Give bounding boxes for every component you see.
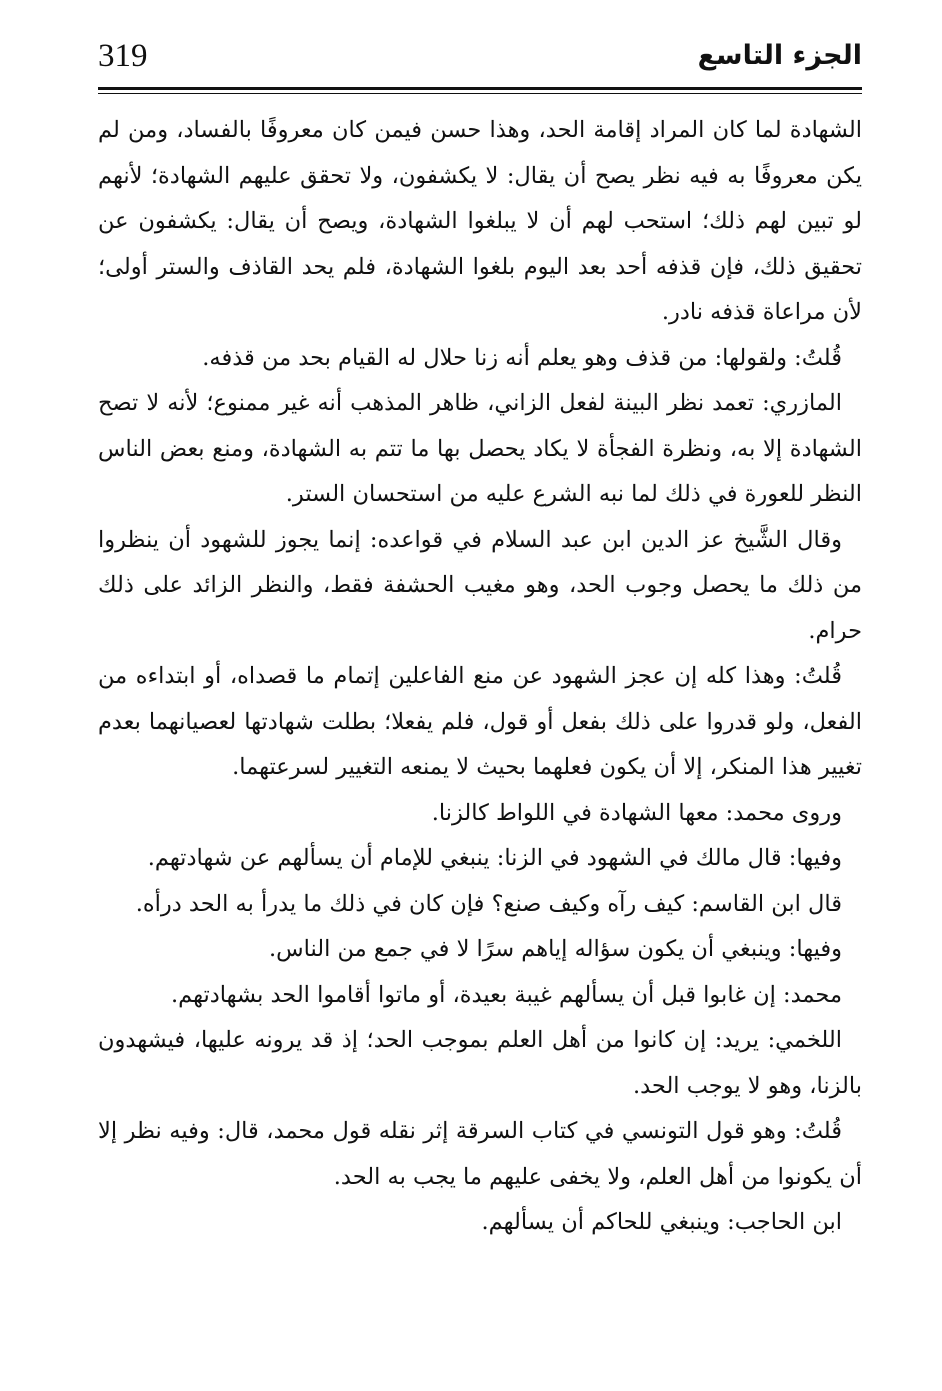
running-title: الجزء التاسع <box>697 40 862 71</box>
page-number: 319 <box>98 38 148 74</box>
paragraph: قال ابن القاسم: كيف رآه وكيف صنع؟ فإن كان في ذلك ما يدرأ به الحد درأه. <box>135 890 842 917</box>
page-header <box>98 28 862 88</box>
paragraph: ابن الحاجب: وينبغي للحاكم أن يسألهم. <box>481 1209 842 1235</box>
paragraph: المازري: تعمد نظر البينة لفعل الزاني، ظاهر المذهب أنه غير ممنوع؛ لأنه لا تصح الشهادة إلا به، ونظرة الفجأة لا يكاد يحصل بها ما تتم به الشهادة، ومنع بعض الناس النظر للعورة في ذلك لما نبه الشرع عليه من استحسان الستر. <box>98 390 862 507</box>
header-rule-thick <box>98 87 862 90</box>
paragraph: قُلتُ: وهذا كله إن عجز الشهود عن منع الفاعلين إتمام ما قصداه، أو ابتداءه من الفعل، ولو قدروا على ذلك بفعل أو قول، فلم يفعلا؛ بطلت شهادتها لعصيانهما بعدم تغيير هذا المنكر، إلا أن يكون فعلهما بحيث لا يمنعه التغيير لسرعتهما. <box>98 663 862 780</box>
header-rule-thin <box>98 93 862 94</box>
paragraph: وفيها: وينبغي أن يكون سؤاله إياهم سرًا لا في جمع من الناس. <box>269 936 842 962</box>
paragraph: الشهادة لما كان المراد إقامة الحد، وهذا حسن فيمن كان معروفًا بالفساد، ومن لم يكن معروفًا به فيه نظر يصح أن يقال: لا يكشفون، ولا تحقق عليهم الشهادة؛ لأنهم لو تبين لهم ذلك؛ استحب لهم أن لا يبلغوا الشهادة، ويصح أن يقال: يكشفون عن تحقيق ذلك، فإن قذفه أحد بعد اليوم بلغوا الشهادة، فلم يحد القاذف والستر أولى؛ لأن مراعاة قذفه نادر. <box>98 117 862 325</box>
body-text <box>98 108 862 1246</box>
paragraph: وفيها: قال مالك في الشهود في الزنا: ينبغي للإمام أن يسألهم عن شهادتهم. <box>147 845 842 871</box>
paragraph: قُلتُ: وهو قول التونسي في كتاب السرقة إثر نقله قول محمد، قال: وفيه نظر إلا أن يكونوا من أهل العلم، ولا يخفى عليهم ما يجب به الحد. <box>98 1118 862 1190</box>
paragraph: وقال الشَّيخ عز الدين ابن عبد السلام في قواعده: إنما يجوز للشهود أن ينظروا من ذلك ما يحصل وجوب الحد، وهو مغيب الحشفة فقط، والنظر الزائد على ذلك حرام. <box>98 526 862 644</box>
paragraph: اللخمي: يريد: إن كانوا من أهل العلم بموجب الحد؛ إذ قد يرونه عليها، فيشهدون بالزنا، وهو لا يوجب الحد. <box>98 1027 862 1099</box>
paragraph: قُلتُ: ولقولها: من قذف وهو يعلم أنه زنا حلال له القيام بحد من قذفه. <box>202 344 842 371</box>
paragraph: وروى محمد: معها الشهادة في اللواط كالزنا. <box>431 799 842 826</box>
paragraph: محمد: إن غابوا قبل أن يسألهم غيبة بعيدة، أو ماتوا أقاموا الحد بشهادتهم. <box>171 981 842 1008</box>
